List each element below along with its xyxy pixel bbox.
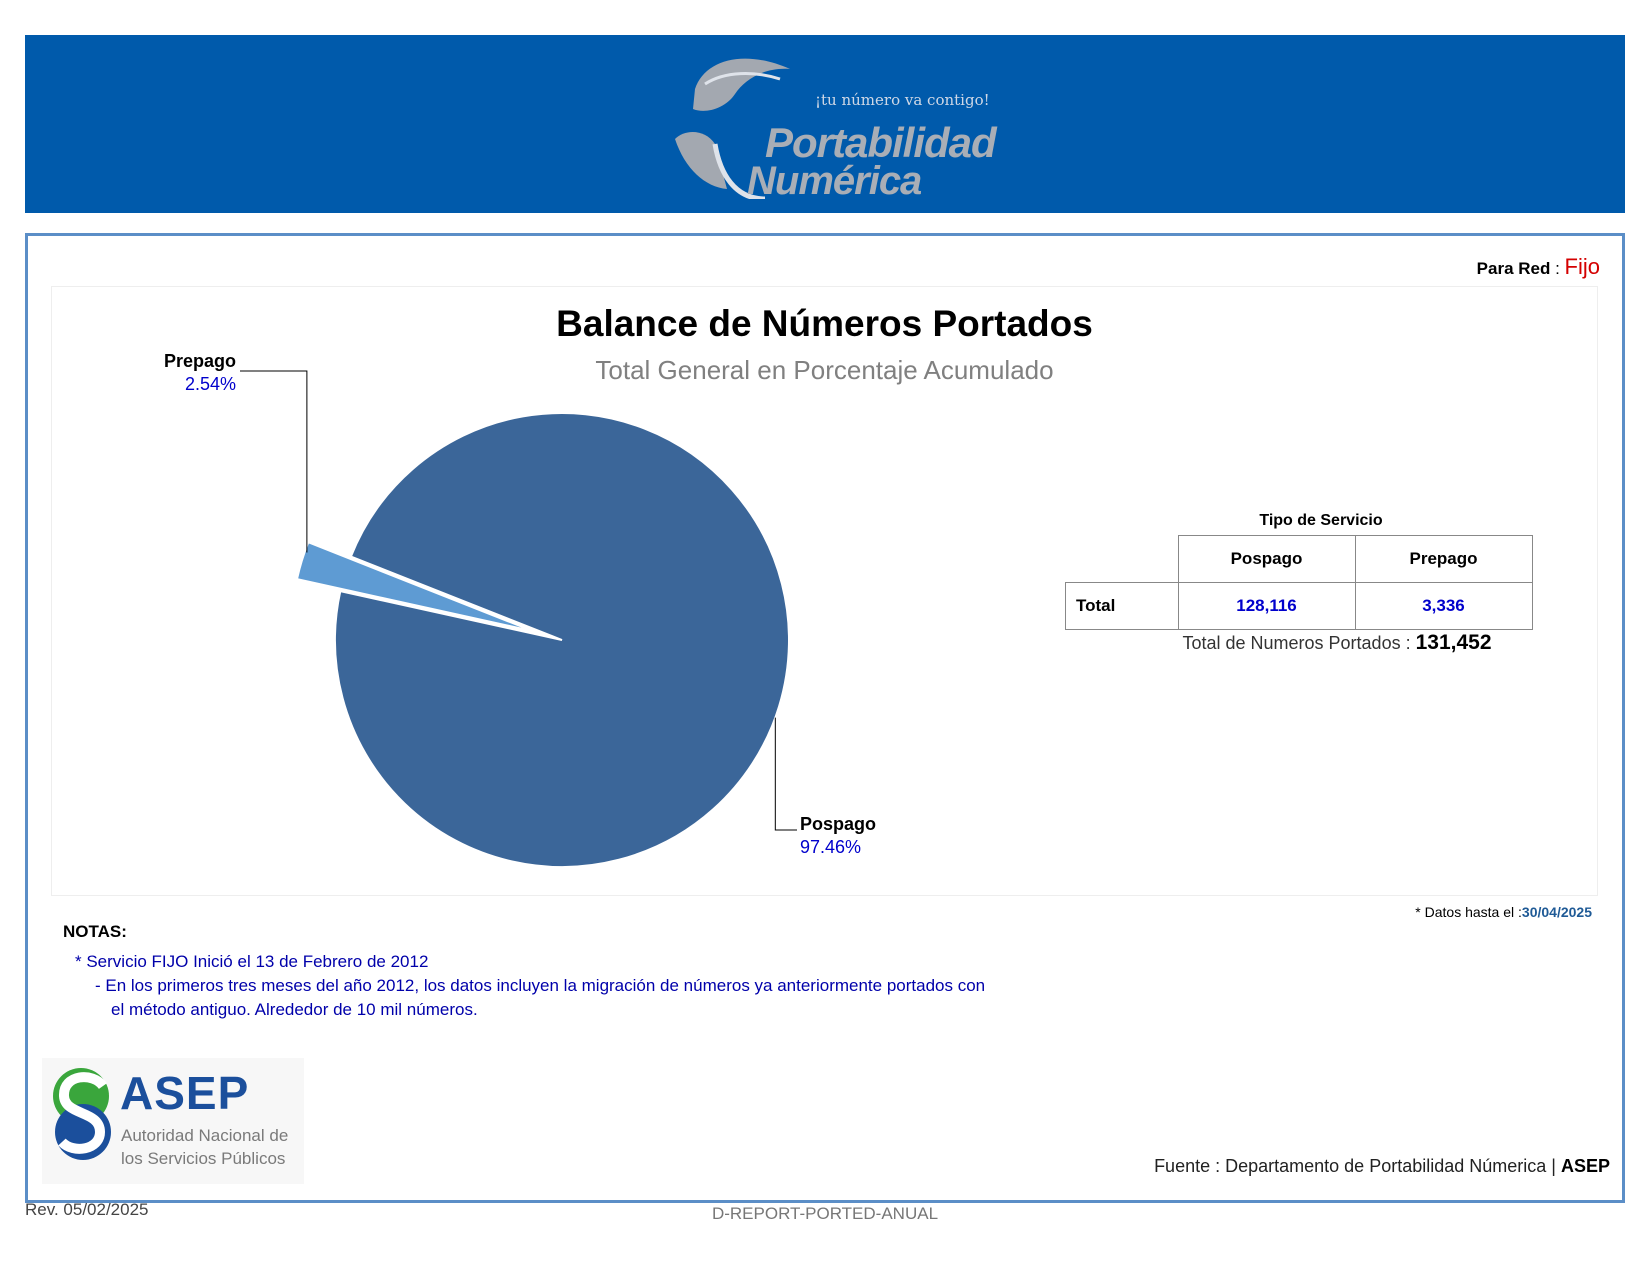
source-org: ASEP [1560,1156,1610,1176]
asep-word: ASEP [120,1067,250,1119]
data-until-label: * Datos hasta el : [1415,904,1522,920]
cell-pospago-total: 128,116 [1178,583,1355,630]
label-pospago-name: Pospago [800,814,877,834]
total-ported [1132,631,1542,655]
note-line-2: - En los primeros tres meses del año 2012, los datos incluyen la migración de números ya anteriormente portados con [95,976,986,995]
network-indicator: Para Red : Fijo [1476,254,1600,279]
chart-panel [51,286,1598,896]
table-row [1066,583,1533,630]
document-id: D-REPORT-PORTED-ANUAL [711,1204,939,1223]
logo-tagline: ¡tu número va contigo! [815,91,990,109]
network-value: Fijo [1564,254,1600,279]
asep-sub-2: los Servicios Públicos [121,1149,286,1168]
data-until [1415,904,1592,920]
total-ported-label: Total de Numeros Portados : [1182,633,1411,653]
note-line-3: el método antiguo. Alrededor de 10 mil números. [111,1000,478,1019]
chart-subtitle: Total General en Porcentaje Acumulado [595,355,1054,385]
leader-line-prepago [240,371,307,552]
note-line-1: * Servicio FIJO Inició el 13 de Febrero de 2012 [75,952,429,971]
total-ported-value: 131,452 [1415,631,1492,654]
row-label-total: Total [1066,583,1179,630]
chart-title: Balance de Números Portados [556,303,1093,344]
asep-logo [42,1058,304,1184]
pie-slice-pospago [335,413,789,867]
logo-line1: Portabilidad [765,119,996,166]
report-frame [25,233,1625,1203]
asep-s-icon [48,1064,118,1164]
source-label: Fuente : Departamento de Portabilidad Númerica | [1154,1156,1556,1176]
label-prepago-pct: 2.54% [185,374,237,394]
table-caption: Tipo de Servicio [1259,512,1383,529]
header-banner [25,35,1625,213]
label-prepago-name: Prepago [164,351,237,371]
asep-sub-1: Autoridad Nacional de [121,1126,289,1145]
leader-line-pospago [775,718,797,830]
table-header-row [1066,536,1533,583]
label-pospago-pct: 97.46% [800,837,862,857]
notes-title: NOTAS: [63,922,127,941]
source-line [1154,1156,1610,1177]
revision-text: Rev. 05/02/2025 [25,1200,149,1219]
col-header-prepago: Prepago [1355,536,1532,583]
data-until-date: 30/04/2025 [1521,904,1592,920]
cell-prepago-total: 3,336 [1355,583,1532,630]
service-table [1065,535,1533,630]
portabilidad-logo [675,49,1015,203]
col-header-pospago: Pospago [1178,536,1355,583]
logo-line2: Numérica [747,159,922,203]
network-label: Para Red [1476,259,1551,278]
